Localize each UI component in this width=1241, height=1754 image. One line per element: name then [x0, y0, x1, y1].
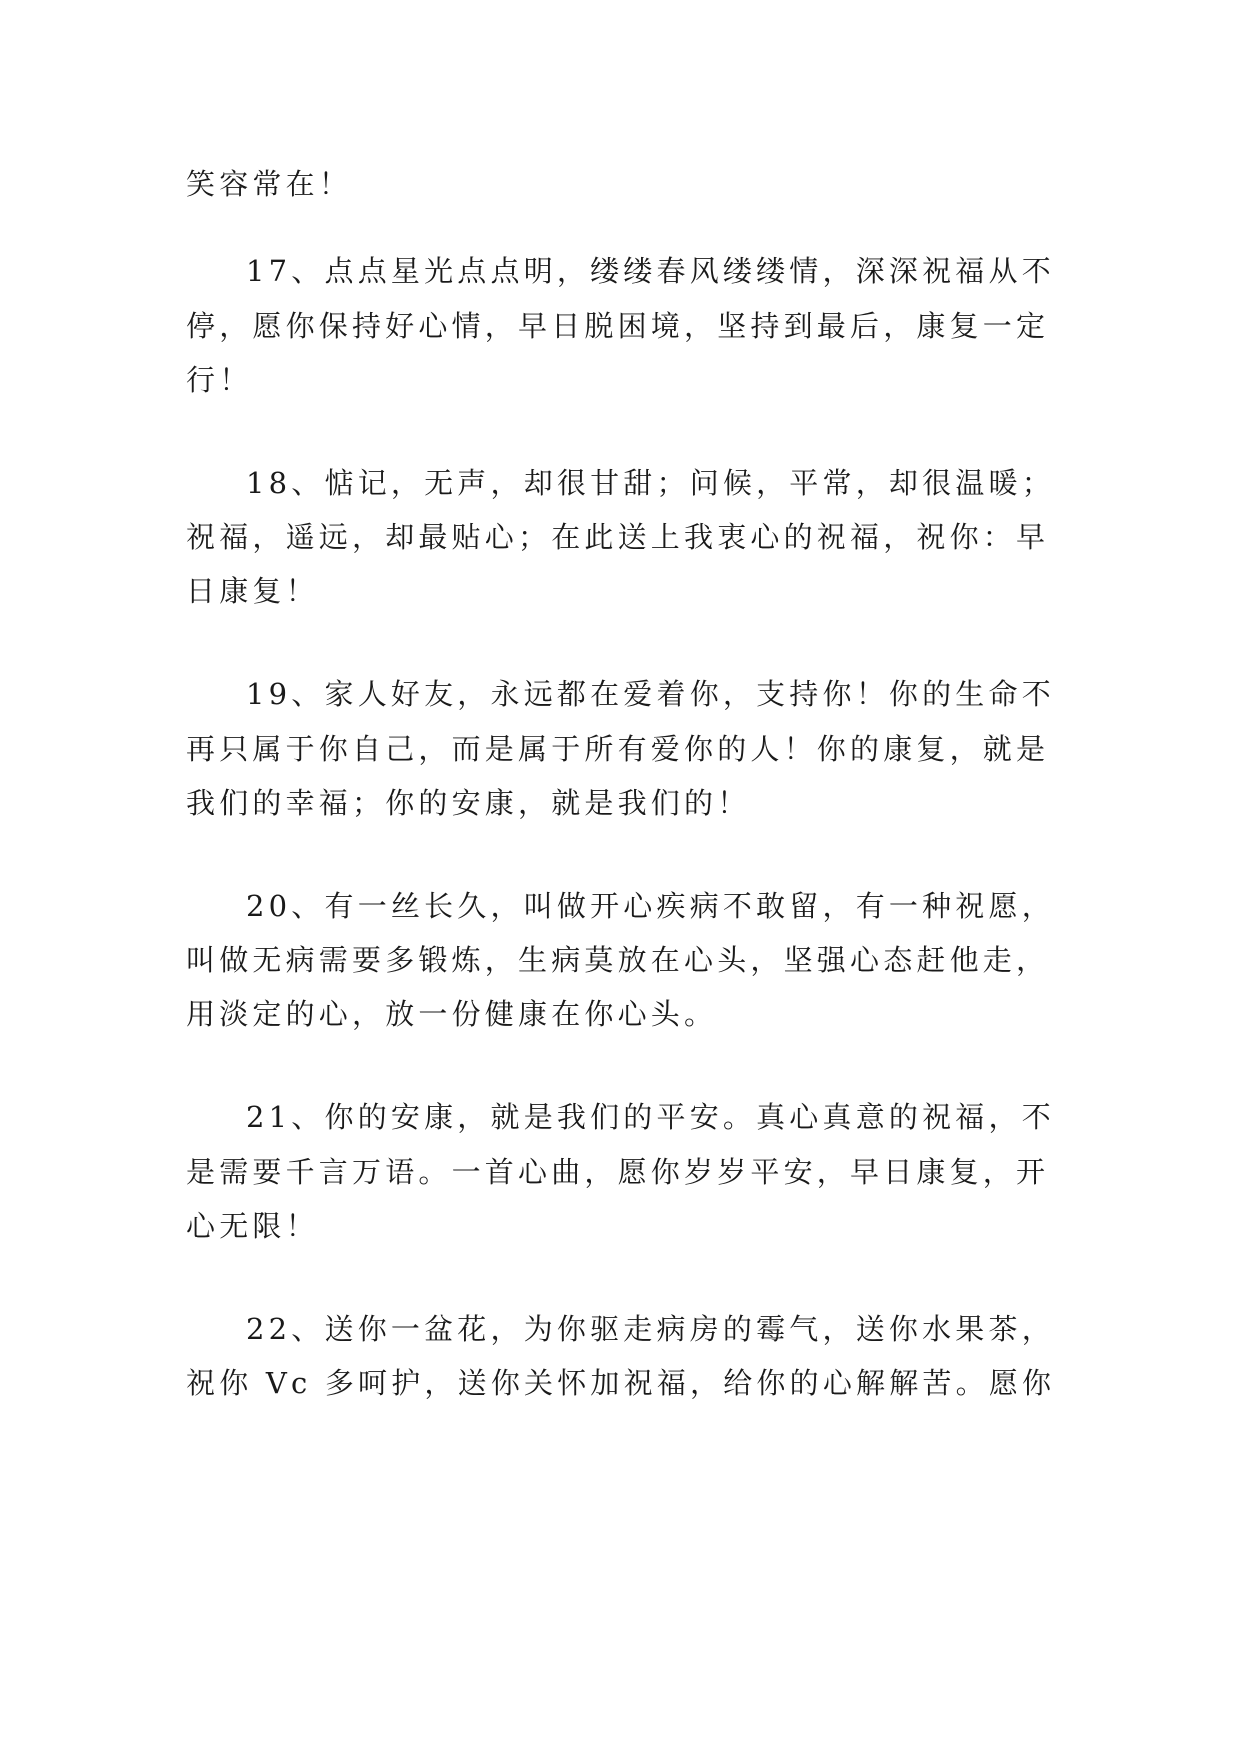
paragraph-19-line-3: 我们的幸福；你的安康，就是我们的！ [186, 786, 751, 820]
paragraph-17-line-3: 行！ [186, 363, 253, 397]
paragraph-22-line-2: 祝你 Vc 多呵护，送你关怀加祝福，给你的心解解苦。愿你 [186, 1366, 1056, 1400]
paragraph-20-line-2: 叫做无病需要多锻炼，生病莫放在心头，坚强心态赶他走， [186, 943, 1050, 977]
paragraph-18-line-3: 日康复！ [186, 574, 319, 608]
paragraph-21-line-1: 21、你的安康，就是我们的平安。真心真意的祝福，不 [246, 1100, 1055, 1134]
paragraph-20-line-3: 用淡定的心，放一份健康在你心头。 [186, 997, 718, 1031]
text-line: 笑容常在！ [186, 167, 353, 201]
paragraph-22-line-1: 22、送你一盆花，为你驱走病房的霉气，送你水果茶， [246, 1312, 1055, 1346]
paragraph-18-line-2: 祝福，遥远，却最贴心；在此送上我衷心的祝福，祝你：早 [186, 520, 1050, 554]
paragraph-17-line-1: 17、点点星光点点明，缕缕春风缕缕情，深深祝福从不 [246, 254, 1055, 288]
paragraph-18-line-1: 18、惦记，无声，却很甘甜；问候，平常，却很温暖； [246, 466, 1055, 500]
paragraph-17-line-2: 停，愿你保持好心情，早日脱困境，坚持到最后，康复一定 [186, 309, 1050, 343]
paragraph-19-line-2: 再只属于你自己，而是属于所有爱你的人！你的康复，就是 [186, 732, 1050, 766]
paragraph-19-line-1: 19、家人好友，永远都在爱着你，支持你！你的生命不 [246, 677, 1055, 711]
paragraph-21-line-3: 心无限！ [186, 1209, 319, 1243]
paragraph-21-line-2: 是需要千言万语。一首心曲，愿你岁岁平安，早日康复，开 [186, 1155, 1050, 1189]
paragraph-20-line-1: 20、有一丝长久，叫做开心疾病不敢留，有一种祝愿， [246, 889, 1055, 923]
